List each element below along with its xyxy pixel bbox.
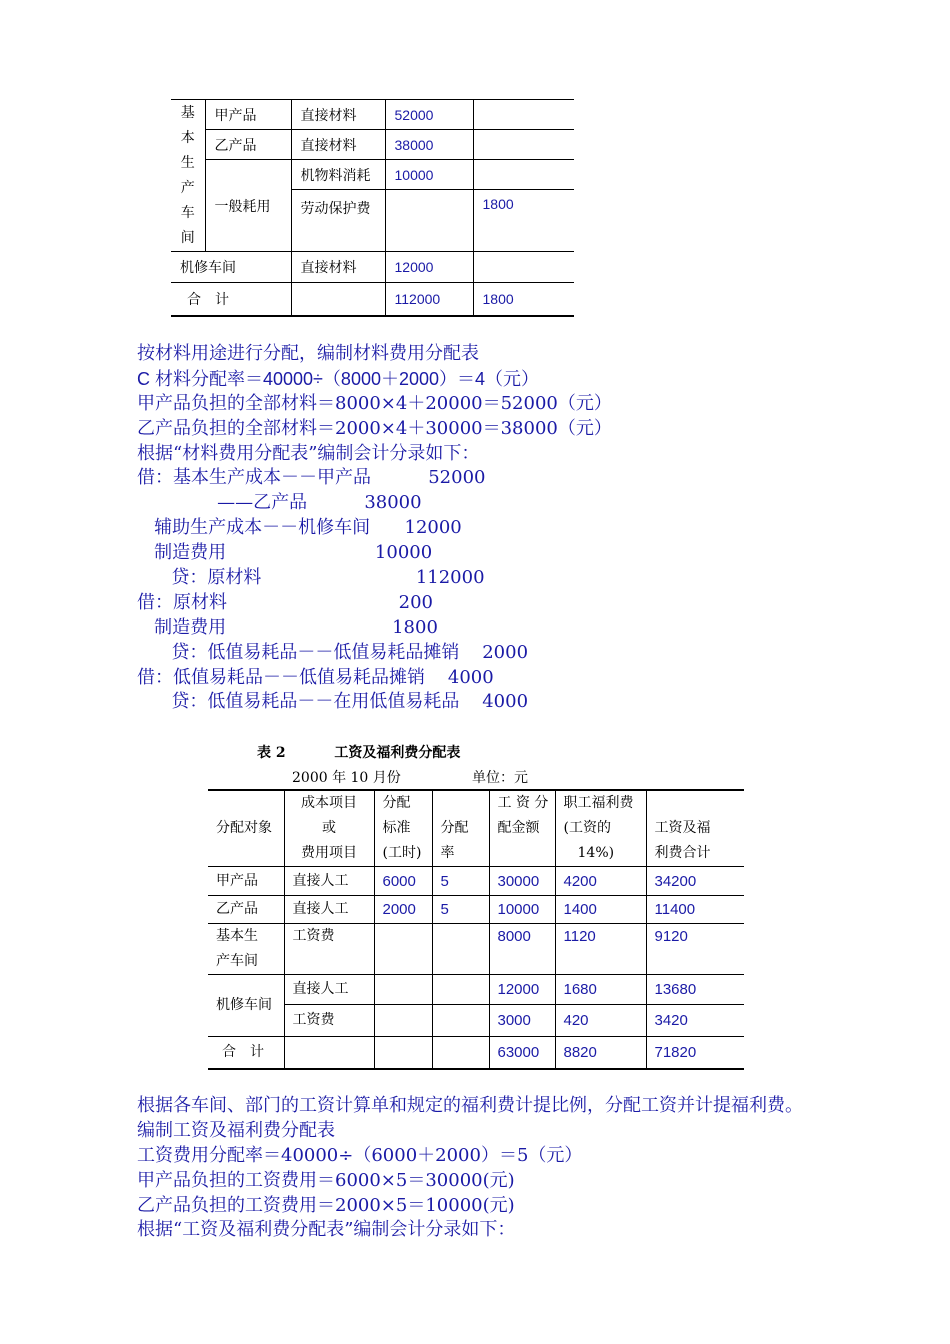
text-line: 辅助生产成本－－机修车间 12000 — [137, 517, 462, 539]
t1-item: 劳动保护费 — [291, 190, 385, 252]
header-line: (工资的 — [563, 820, 611, 836]
t2-target: 机修车间 — [208, 975, 284, 1037]
t2-rate — [432, 924, 489, 975]
t2-target: 甲产品 — [208, 867, 284, 896]
t1-value-2 — [473, 252, 574, 283]
text-line: 借：基本生产成本－－甲产品 52000 — [137, 467, 486, 489]
text-line: 借：原材料 200 — [137, 591, 434, 613]
vert-char: 间 — [180, 229, 195, 246]
t2-target — [208, 924, 284, 975]
text-line: 乙产品负担的工资费用＝2000×5＝10000(元) — [137, 1194, 515, 1216]
material-journal-text — [137, 342, 612, 715]
t1-target: 甲产品 — [205, 100, 291, 130]
t1-target: 一般耗用 — [205, 160, 291, 252]
header-line: 利费合计 — [654, 845, 711, 861]
t2-rate — [432, 1005, 489, 1037]
text-line: 编制工资及福利费分配表 — [137, 1119, 335, 1141]
header-item — [284, 790, 374, 867]
text-line: 借：低值易耗品－－低值易耗品摊销 4000 — [137, 666, 494, 688]
header-line: 14%) — [577, 845, 615, 861]
t2-wage: 30000 — [489, 867, 555, 896]
t2-target-line: 产车间 — [216, 953, 258, 969]
header-line: 配金额 — [497, 820, 540, 836]
text-line: 甲产品负担的全部材料＝8000×4＋20000＝52000（元） — [137, 392, 612, 414]
text-line: 制造费用 1800 — [137, 616, 438, 638]
t1-item: 直接材料 — [291, 130, 385, 160]
t2-rate — [432, 1037, 489, 1069]
text-line: 贷：低值易耗品－－在用低值易耗品 4000 — [137, 691, 529, 713]
t2-standard — [374, 1037, 432, 1069]
t2-wage: 3000 — [489, 1005, 555, 1037]
t2-rate: 5 — [432, 867, 489, 896]
t2-item: 直接人工 — [284, 867, 374, 896]
t2-wage: 8000 — [489, 924, 555, 975]
t1-total-1: 112000 — [385, 283, 473, 316]
t2-total: 3420 — [646, 1005, 744, 1037]
vert-char: 本 — [180, 129, 195, 146]
header-line: 费用项目 — [301, 845, 357, 861]
t1-item: 直接材料 — [291, 252, 385, 283]
text-line: 贷：原材料 112000 — [137, 567, 485, 589]
t1-item: 机物料消耗 — [291, 160, 385, 190]
t1-value-2: 1800 — [473, 190, 574, 252]
text-line: ——乙产品 38000 — [137, 492, 422, 514]
t1-value-1: 10000 — [385, 160, 473, 190]
header-line: 职工福利费 — [563, 795, 634, 811]
text-line: 甲产品负担的工资费用＝6000×5＝30000(元) — [137, 1169, 515, 1191]
t1-value-1: 12000 — [385, 252, 473, 283]
table2-title: 表 2 工资及福利费分配表 — [257, 745, 461, 761]
t2-total-label: 合 计 — [208, 1037, 284, 1069]
t2-item: 直接人工 — [284, 896, 374, 924]
vert-char: 生 — [180, 154, 195, 171]
t1-value-1: 38000 — [385, 130, 473, 160]
header-line: 分配 — [382, 795, 411, 811]
vert-char: 车 — [180, 204, 195, 221]
t2-rate — [432, 975, 489, 1005]
t1-target: 机修车间 — [171, 252, 291, 283]
t2-standard: 6000 — [374, 867, 432, 896]
text-line: 根据“工资及福利费分配表”编制会计分录如下： — [137, 1219, 516, 1241]
t1-total-2: 1800 — [473, 283, 574, 316]
vert-char: 基 — [180, 104, 195, 121]
header-line: 工 资 分 — [497, 795, 549, 811]
t2-welfare: 8820 — [555, 1037, 646, 1069]
t2-wage: 12000 — [489, 975, 555, 1005]
header-wage — [489, 790, 555, 867]
t1-value-2 — [473, 160, 574, 190]
text-line: 工资费用分配率＝40000÷（6000＋2000）＝5（元） — [137, 1144, 583, 1166]
text-line: 根据各车间、部门的工资计算单和规定的福利费计提比例，分配工资并计提福利费。 — [137, 1095, 803, 1116]
t1-value-2 — [473, 130, 574, 160]
t2-total: 11400 — [646, 896, 744, 924]
t2-item: 工资费 — [284, 1005, 374, 1037]
t2-welfare: 1120 — [555, 924, 646, 975]
t2-wage: 10000 — [489, 896, 555, 924]
t2-welfare: 4200 — [555, 867, 646, 896]
t2-target: 乙产品 — [208, 896, 284, 924]
t1-total-label: 合 计 — [171, 283, 291, 316]
t1-item: 直接材料 — [291, 100, 385, 130]
wage-explanation-text — [137, 1094, 803, 1243]
t1-value-1: 52000 — [385, 100, 473, 130]
text-line: 贷：低值易耗品－－低值易耗品摊销 2000 — [137, 641, 529, 663]
text-line: 制造费用 10000 — [137, 542, 433, 564]
text-line: 根据“材料费用分配表”编制会计分录如下： — [137, 442, 480, 464]
header-rate — [432, 790, 489, 867]
t2-standard — [374, 1005, 432, 1037]
t2-item: 直接人工 — [284, 975, 374, 1005]
header-line: (工时) — [382, 845, 422, 861]
t1-value-1 — [385, 190, 473, 252]
t2-total: 71820 — [646, 1037, 744, 1069]
t1-value-2 — [473, 100, 574, 130]
t2-rate: 5 — [432, 896, 489, 924]
vert-char: 产 — [180, 179, 195, 196]
t2-target-line: 基本生 — [216, 928, 258, 944]
header-standard — [374, 790, 432, 867]
header-line: 率 — [440, 845, 455, 861]
header-line: 或 — [322, 820, 336, 836]
t2-item: 工资费 — [284, 924, 374, 975]
t2-total: 9120 — [646, 924, 744, 975]
wage-allocation-table — [208, 789, 744, 1070]
vertical-label-workshop — [171, 100, 205, 252]
material-allocation-table — [171, 99, 574, 317]
header-welfare — [555, 790, 646, 867]
t2-total: 34200 — [646, 867, 744, 896]
header-target: 分配对象 — [208, 790, 284, 867]
header-line: 工资及福 — [654, 820, 711, 836]
t1-target: 乙产品 — [205, 130, 291, 160]
t2-standard — [374, 924, 432, 975]
text-line: 乙产品负担的全部材料＝2000×4＋30000＝38000（元） — [137, 417, 612, 439]
t2-wage: 63000 — [489, 1037, 555, 1069]
t1-item — [291, 283, 385, 316]
t2-total: 13680 — [646, 975, 744, 1005]
header-line: 分配 — [440, 820, 469, 836]
t2-welfare: 420 — [555, 1005, 646, 1037]
t2-standard: 2000 — [374, 896, 432, 924]
t2-standard — [374, 975, 432, 1005]
text-line: 按材料用途进行分配，编制材料费用分配表 — [137, 343, 479, 364]
t2-welfare: 1400 — [555, 896, 646, 924]
text-line: C 材料分配率＝40000÷（8000＋2000）＝4（元） — [137, 368, 540, 389]
header-line: 成本项目 — [301, 795, 357, 811]
header-total — [646, 790, 744, 867]
t2-welfare: 1680 — [555, 975, 646, 1005]
header-line: 标准 — [382, 820, 411, 836]
t2-item — [284, 1037, 374, 1069]
table2-subtitle: 2000 年 10 月份 单位：元 — [292, 770, 528, 786]
